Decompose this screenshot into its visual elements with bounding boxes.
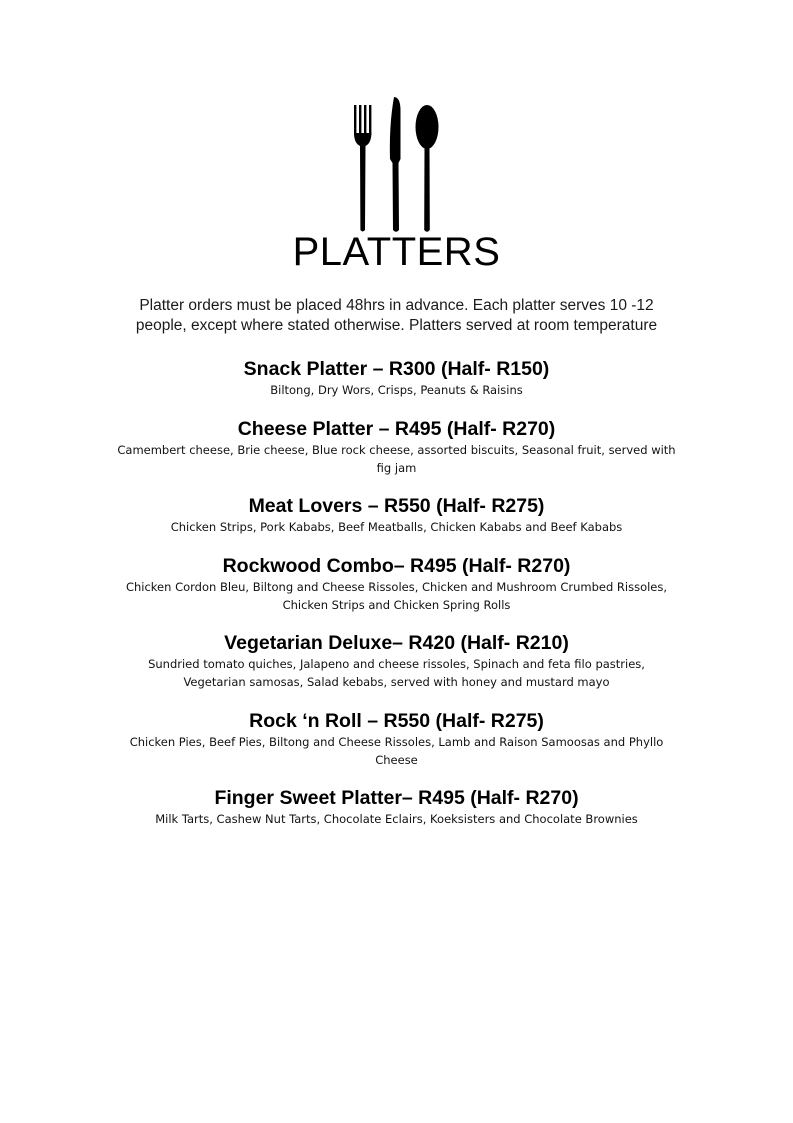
menu-item (100, 417, 693, 494)
menu-item (100, 554, 693, 631)
platter-menu (100, 357, 693, 846)
menu-item-description: Camembert cheese, Brie cheese, Blue rock cheese, assorted biscuits, Seasonal fruit, served with fig jam (117, 443, 676, 475)
menu-item-description: Sundried tomato quiches, Jalapeno and cheese rissoles, Spinach and feta filo pastries, Vegetarian samosas, Salad kebabs, served with honey and mustard mayo (148, 657, 645, 689)
menu-item (100, 494, 693, 554)
menu-item-heading: Meat Lovers – R550 (Half- R275) (248, 495, 545, 517)
menu-item-heading: Snack Platter – R300 (Half- R150) (243, 358, 550, 380)
menu-item (100, 357, 693, 417)
menu-item-heading: Rock ‘n Roll – R550 (Half- R275) (249, 710, 544, 732)
menu-item-heading: Cheese Platter – R495 (Half- R270) (237, 418, 556, 440)
menu-item-heading: Finger Sweet Platter– R495 (Half- R270) (214, 787, 579, 809)
menu-item (100, 786, 693, 846)
menu-item-description: Milk Tarts, Cashew Nut Tarts, Chocolate Eclairs, Koeksisters and Chocolate Brownies (155, 812, 638, 826)
page-title: PLATTERS (292, 230, 501, 274)
menu-item-heading: Rockwood Combo– R495 (Half- R270) (222, 555, 571, 577)
fork-icon (354, 105, 371, 232)
knife-icon (390, 97, 401, 232)
menu-item-description: Chicken Cordon Bleu, Biltong and Cheese Rissoles, Chicken and Mushroom Crumbed Rissoles, Chicken Strips and Chicken Spring Rolls (125, 580, 668, 612)
menu-item-description: Chicken Pies, Beef Pies, Biltong and Cheese Rissoles, Lamb and Raison Samoosas and Phyllo Cheese (129, 735, 664, 767)
spoon-icon (416, 105, 439, 232)
cutlery-icon (350, 95, 442, 235)
menu-item-description: Biltong, Dry Wors, Crisps, Peanuts & Raisins (270, 383, 523, 397)
menu-item (100, 709, 693, 786)
menu-item (100, 631, 693, 709)
menu-item-heading: Vegetarian Deluxe– R420 (Half- R210) (224, 632, 569, 654)
intro-text: Platter orders must be placed 48hrs in advance. Each platter serves 10 -12 people, except where stated otherwise. Platters served at room temperature (135, 297, 658, 334)
menu-item-description: Chicken Strips, Pork Kababs, Beef Meatballs, Chicken Kababs and Beef Kababs (170, 520, 623, 534)
